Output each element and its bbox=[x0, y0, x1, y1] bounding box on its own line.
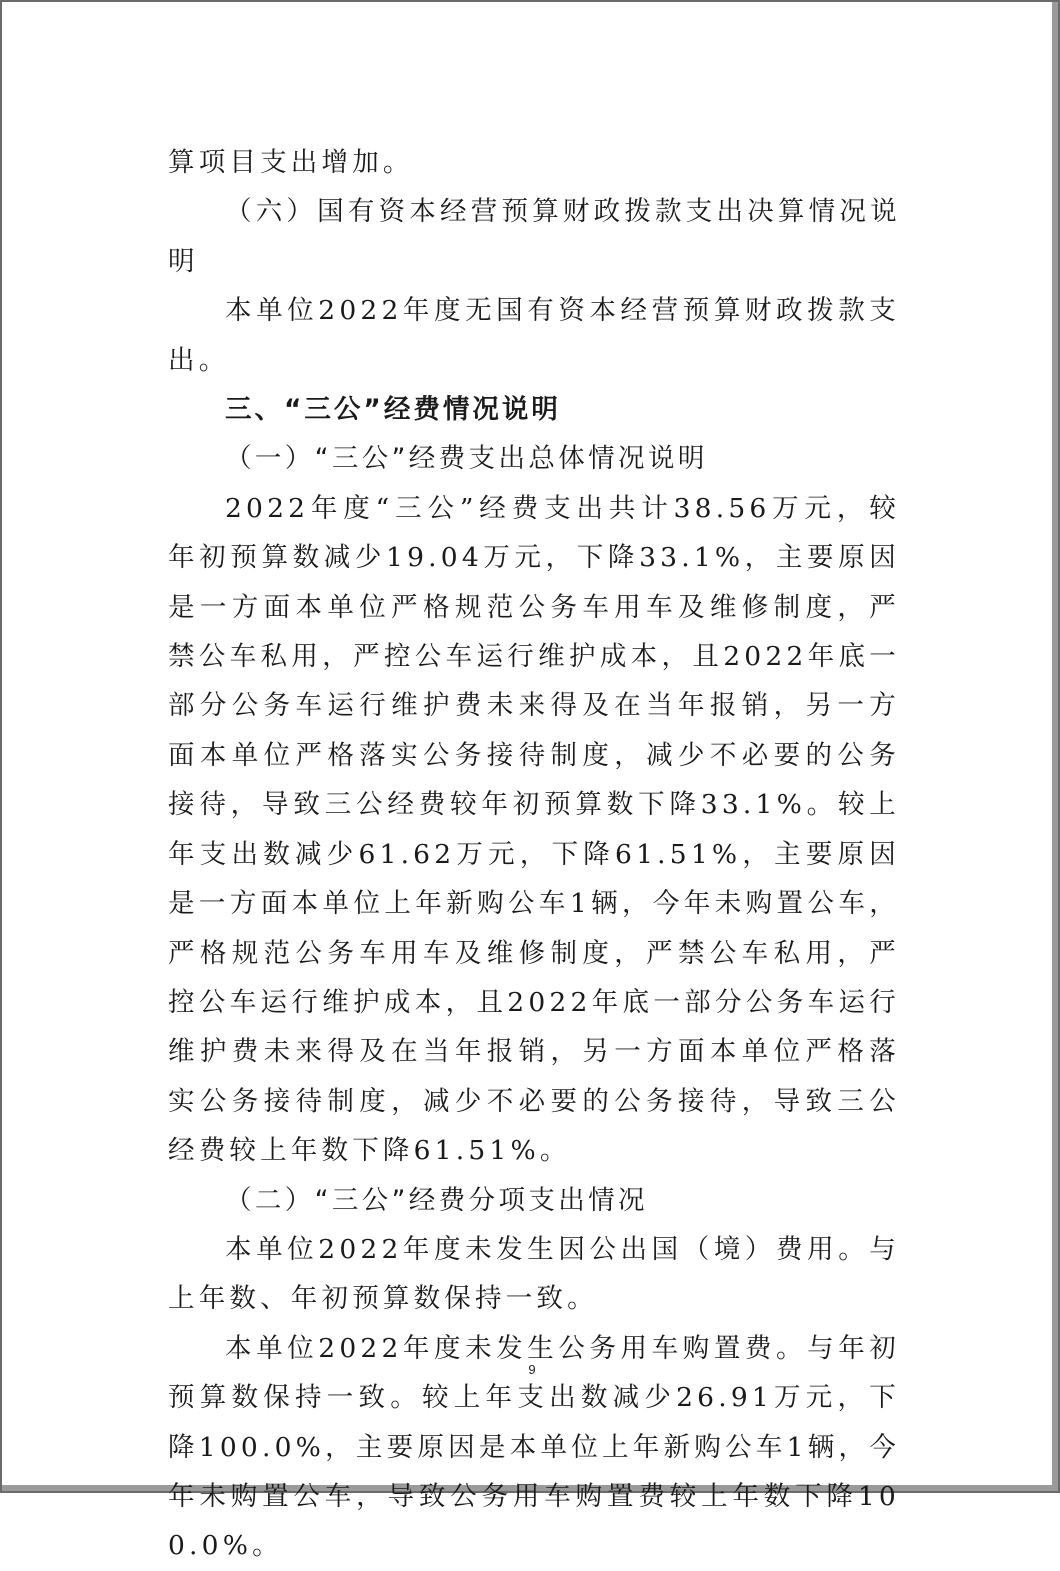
paragraph-overall-expense: 2022年度“三公”经费支出共计38.56万元，较年初预算数减少19.04万元，下降33.1%，主要原因是一方面本单位严格规范公务车用车及维修制度，严禁公车私用，严控公车运行维护成本，且2022年底一部分公务车运行维护费未来得及在当年报销，另一方面本单位严格落实公务接待制度，减少不必要的公务接待，导致三公经费较年初预算数下降33.1%。较上年支出数减少61.62万元，下降61.51%，主要原因是一方面本单位上年新购公车1辆，今年未购置公车，严格规范公务车用车及维修制度，严禁公车私用，严控公车运行维护成本，且2022年底一部分公务车运行维护费未来得及在当年报销，另一方面本单位严格落实公务接待制度，减少不必要的公务接待，导致三公经费较上年数下降61.51%。 bbox=[168, 492, 900, 1167]
subsection-heading-two: （二）“三公”经费分项支出情况 bbox=[225, 1184, 648, 1216]
page-number: 9 bbox=[528, 1362, 536, 1377]
subsection-heading-one: （一）“三公”经费支出总体情况说明 bbox=[225, 443, 708, 475]
section-heading-six: （六）国有资本经营预算财政拨款支出决算情况说明 bbox=[168, 196, 900, 277]
section-heading-three-public: 三、“三公”经费情况说明 bbox=[225, 394, 561, 426]
paragraph-overseas-travel: 本单位2022年度未发生因公出国（境）费用。与上年数、年初预算数保持一致。 bbox=[168, 1233, 900, 1315]
paragraph-continuation: 算项目支出增加。 bbox=[168, 147, 414, 178]
paragraph-vehicle-purchase: 本单位2022年度未发生公务用车购置费。与年初预算数保持一致。较上年支出数减少26.91万元，下降100.0%，主要原因是本单位上年新购公车1辆，今年未购置公车，导致公务用车购置费较上年数下降100.0%。 bbox=[168, 1332, 900, 1562]
document-body bbox=[168, 138, 900, 1571]
paragraph-state-capital: 本单位2022年度无国有资本经营预算财政拨款支出。 bbox=[168, 295, 900, 376]
